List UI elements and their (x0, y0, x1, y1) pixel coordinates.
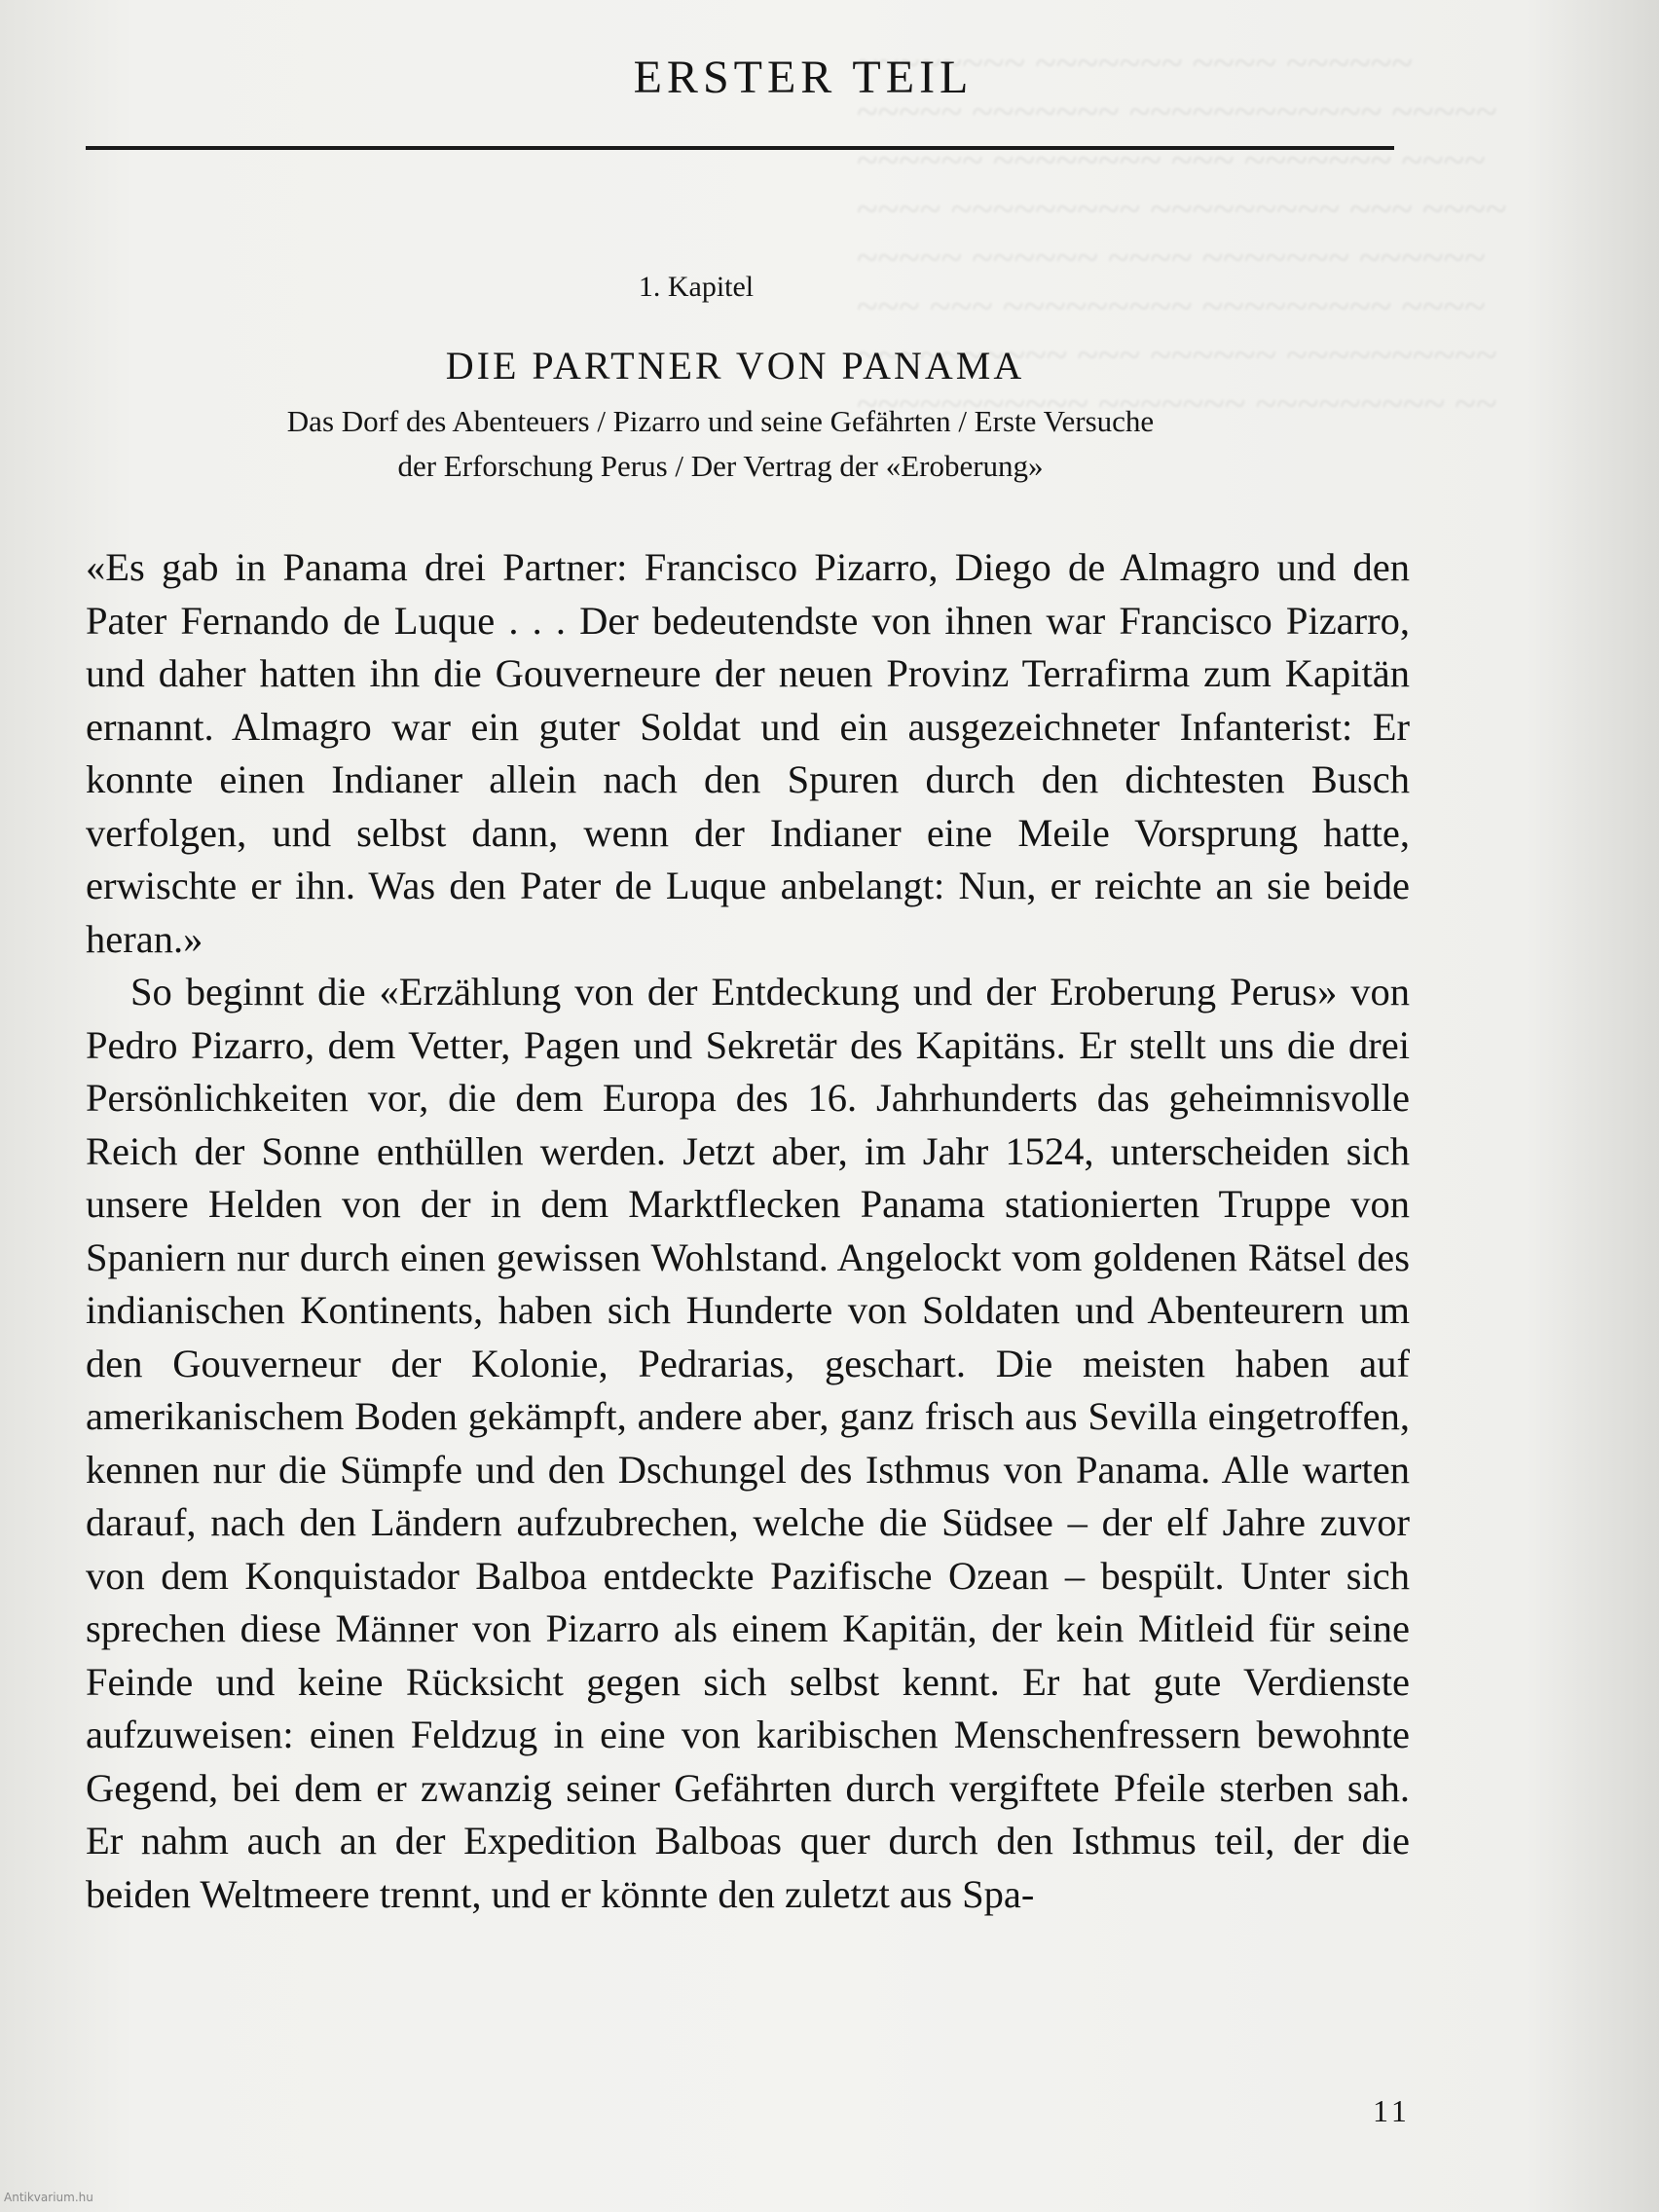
body-text (86, 541, 1410, 1921)
header-rule (86, 146, 1394, 150)
watermark: Antikvarium.hu (4, 2191, 93, 2204)
page-number: 11 (1373, 2093, 1411, 2128)
subtitle-line-1: Das Dorf des Abenteuers / Pizarro und seine Gefährten / Erste Versuche (286, 404, 1155, 438)
part-title: ERSTER TEIL (633, 52, 974, 103)
chapter-title: DIE PARTNER VON PANAMA (445, 344, 1025, 387)
chapter-subtitle (146, 399, 1295, 489)
chapter-number: 1. Kapitel (638, 271, 755, 303)
paragraph-2: So beginnt die «Erzählung von der Entdeckung und der Eroberung Perus» von Pedro Pizarro, dem Vetter, Pagen und Sekretär des Kapitäns. Er stellt uns die drei Persönlichkeiten vor, die dem Europa des 16. Jahrhunderts das geheimnisvolle Reich der Sonne enthüllen werden. Jetzt aber, im Jahr 1524, unterscheiden sich unsere Helden von der in dem Marktflecken Panama stationierten Truppe von Spaniern nur durch einen gewissen Wohlstand. Angelockt vom goldenen Rätsel des indianischen Kontinents, haben sich Hunderte von Soldaten und Abenteurern um den Gouverneur der Kolonie, Pedrarias, geschart. Die meisten haben auf amerikanischem Boden gekämpft, andere aber, ganz frisch aus Sevilla eingetroffen, kennen nur die Sümpfe und den Dschungel des Isthmus von Panama. Alle warten darauf, nach den Ländern aufzubrechen, welche die Südsee – der elf Jahre zuvor von dem Konquistador Balboa entdeckte Pazifische Ozean – bespült. Unter sich sprechen diese Männer von Pizarro als einem Kapitän, der kein Mitleid für seine Feinde und keine Rücksicht gegen sich selbst kennt. Er hat gute Verdienste aufzuweisen: einen Feldzug in eine von karibischen Menschenfressern bewohnte Gegend, bei dem er zwanzig seiner Gefährten durch vergiftete Pfeile sterben sah. Er nahm auch an der Expedition Balboas quer durch den Isthmus teil, der die beiden Weltmeere trennt, und er könnte den zuletzt aus Spa- (86, 970, 1410, 1916)
paragraph-1: «Es gab in Panama drei Partner: Francisco Pizarro, Diego de Almagro und den Pater Fernando de Luque . . . Der bedeutendste von ihnen war Francisco Pizarro, und daher hatten ihn die Gouverneure der neuen Provinz Terrafirma zum Kapitän ernannt. Almagro war ein guter Soldat und ein ausgezeichneter Infanterist: Er konnte einen Indianer allein nach den Spuren durch den dichtesten Busch verfolgen, und selbst dann, wenn der Indianer eine Meile Vorsprung hatte, erwischte er ihn. Was den Pater de Luque anbelangt: Nun, er reichte an sie beide heran.» (86, 545, 1410, 961)
show-through-decoration: ~~~~~~~~ ~~~~~~~ ~~~~ ~~~~~~ ~~~~~ ~~~~~~~ ~~~~~~~~~~~~ ~~~~~ ~~~~~~ ~~~~~~~~ ~~~ ~~~~~~~ ~~~~ ~~~~ ~~~~~~~~~ ~~~~~~~~~ ~~~ ~~~~ ~~~~~ ~~~~~~ ~~~~ ~~~~~~~ ~~~~~~ ~~~ ~~~ ~~~~~~~~~ ~~~~~~~~~ ~~~~ ~~~~~~~~~~ ~~~ ~~~~~~ ~~~~~~~~~~ ~~~~~~~~~~~ ~~~~~~~ ~~~~~~~~~ ~~ (857, 41, 1507, 425)
subtitle-line-2: der Erforschung Perus / Der Vertrag der «Eroberung» (397, 449, 1044, 483)
